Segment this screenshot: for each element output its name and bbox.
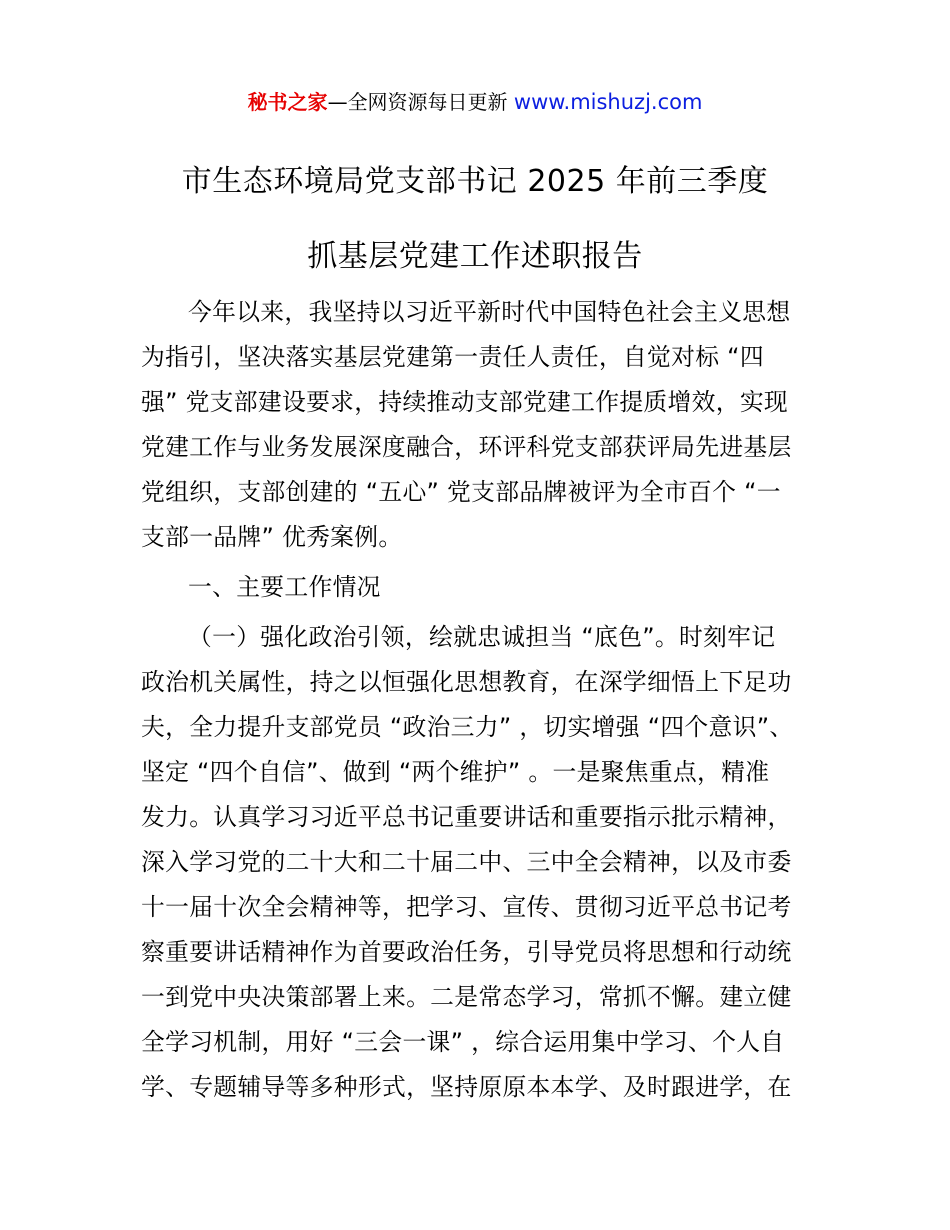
section-paragraph-line: 夫，全力提升支部党员 “政治三力” ，切实增强 “四个意识”、 — [141, 713, 794, 741]
intro-line: 为指引，坚决落实基层党建第一责任人责任，自觉对标 “四 — [141, 343, 764, 371]
document-title-line-2: 抓基层党建工作述职报告 — [307, 239, 643, 274]
intro-line: 党组织，支部创建的 “五心” 党支部品牌被评为全市百个 “一 — [141, 478, 781, 506]
intro-line: 支部一品牌” 优秀案例。 — [141, 523, 403, 551]
section-paragraph-line: 全学习机制，用好 “三会一课” ，综合运用集中学习、个人自 — [141, 1028, 785, 1056]
section-paragraph-line: 政治机关属性，持之以恒强化思想教育，在深学细悟上下足功 — [141, 668, 792, 696]
section-paragraph-line: 发力。认真学习习近平总书记重要讲话和重要指示批示精神， — [141, 803, 792, 831]
site-slogan: —全网资源每日更新 — [327, 90, 514, 114]
section-paragraph-line: 学、专题辅导等多种形式，坚持原原本本学、及时跟进学，在 — [141, 1073, 792, 1101]
section-paragraph-line: 察重要讲话精神作为首要政治任务，引导党员将思想和行动统 — [141, 938, 792, 966]
site-brand: 秘书之家 — [247, 90, 328, 114]
document-body — [141, 290, 821, 1110]
section-paragraph-line: 深入学习党的二十大和二十届二中、三中全会精神，以及市委 — [141, 848, 792, 876]
section-paragraph-line: 十一届十次全会精神等，把学习、宣传、贯彻习近平总书记考 — [141, 893, 792, 921]
site-url-link[interactable]: www.mishuzj.com — [513, 90, 703, 114]
site-header — [0, 86, 950, 118]
section-paragraph-line: 一到党中央决策部署上来。二是常态学习，常抓不懈。建立健 — [141, 983, 792, 1011]
intro-line: 强” 党支部建设要求，持续推动支部党建工作提质增效，实现 — [141, 388, 789, 416]
intro-line: 今年以来，我坚持以习近平新时代中国特色社会主义思想 — [188, 298, 791, 326]
section-paragraph-line: 坚定 “四个自信”、做到 “两个维护” 。一是聚焦重点，精准 — [141, 758, 770, 786]
intro-line: 党建工作与业务发展深度融合，环评科党支部获评局先进基层 — [141, 433, 792, 461]
document-title-line-1: 市生态环境局党支部书记 2025 年前三季度 — [181, 164, 769, 199]
section-heading: 一、主要工作情况 — [188, 573, 381, 601]
section-paragraph-line: （一）强化政治引领，绘就忠诚担当 “底色”。时刻牢记 — [188, 623, 776, 651]
